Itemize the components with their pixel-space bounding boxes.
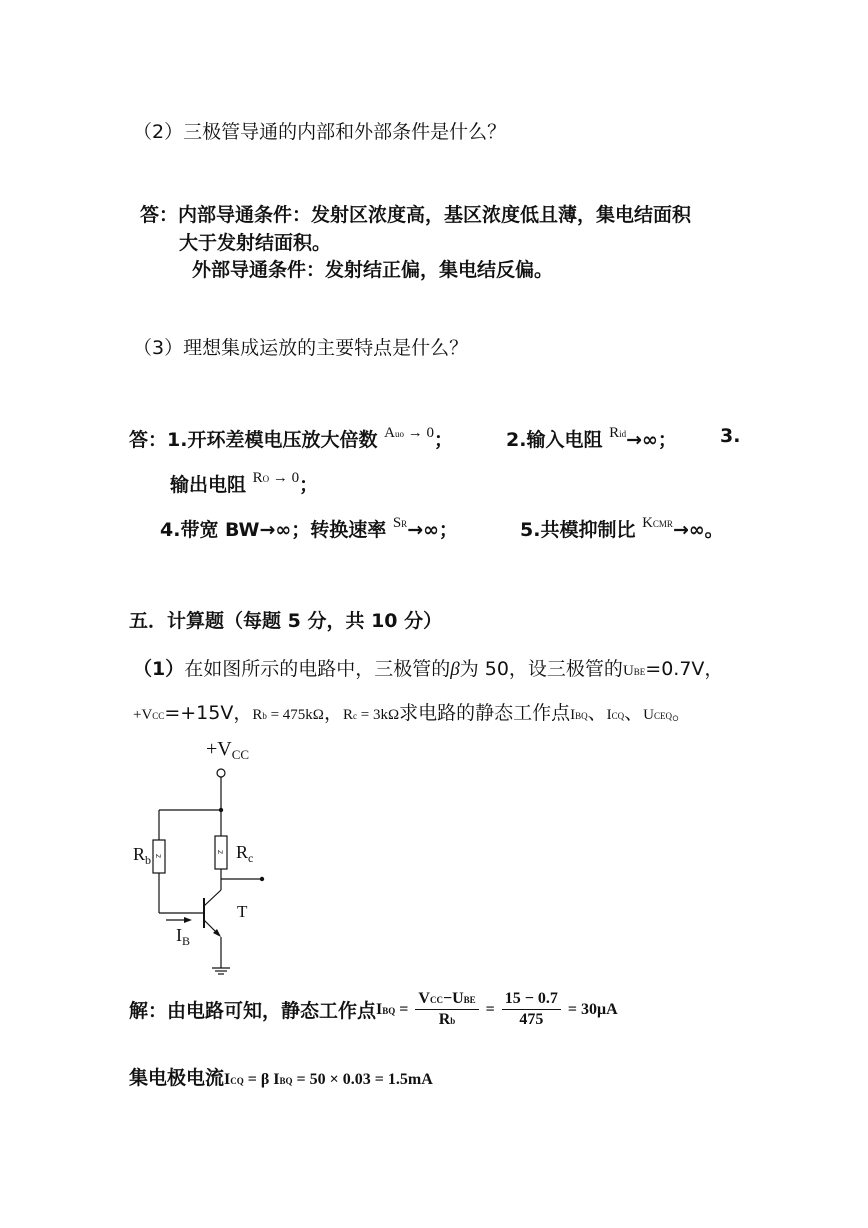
solution-line-2: 集电极电流ICQ = β IBQ = 50 × 0.03 = 1.5mA (129, 1067, 433, 1089)
item-1-math: Auo → 0 (384, 425, 434, 441)
question-2: （2）三极管导通的内部和外部条件是什么？ (133, 121, 507, 143)
answer-prefix: 答： (129, 429, 168, 451)
fraction-formula: $\frac{\text{VCC−UBE}}{Rb}$ (415, 990, 478, 1029)
item-1-end: ； (433, 429, 453, 451)
output-node (260, 877, 264, 881)
ib-label: $I_B$ (176, 925, 191, 948)
item-5-math: KCMR (642, 515, 673, 531)
ibq-result: = 30μA (567, 1000, 618, 1018)
transistor-label: T (237, 902, 248, 921)
answer-2-line-2: 大于发射结面积。 (179, 232, 332, 254)
answer-prefix: 答： (140, 204, 179, 226)
answer-2-line-1 (140, 200, 691, 227)
icq-formula: ICQ = β IBQ = 50 × 0.03 = 1.5mA (224, 1071, 433, 1088)
answer-3-item-3-number: 3. (720, 425, 741, 447)
solution-line-1: 解：由电路可知，静态工作点 IBQ = $\frac{\text{VCC−UBE}}{Rb}$ = $\frac{15 - 0.7}{475}$ = 30μA (129, 990, 618, 1028)
vcc-terminal (217, 769, 225, 777)
rc-label: $R_c$ (236, 842, 254, 865)
item-4-math: SR (392, 515, 408, 531)
svg-text:Z: Z (154, 853, 161, 859)
fraction-values: $\frac{15 - 0.7}{475}$ (502, 990, 561, 1029)
answer-3-item-4: 4.带宽 BW→∞；转换速率 $^{SR}$→∞； (160, 515, 458, 541)
circuit-diagram (120, 730, 290, 985)
answer-2-line-3: 外部导通条件：发射结正偏，集电结反偏。 (192, 259, 554, 281)
base-current-arrow (184, 917, 192, 923)
problem-1-line-2: +VCC=+15V，Rb = 475kΩ，Rc = 3kΩ求电路的静态工作点IBQ、ICQ、UCEQ。 (133, 702, 692, 724)
answer-text: 内部导通条件：发射区浓度高，基区浓度低且薄，集电结面积 (178, 204, 692, 226)
item-1-text: 1.开环差模电压放大倍数 (167, 429, 378, 451)
problem-number: （1） (133, 658, 185, 680)
answer-3-item-5: 5.共模抑制比 $^{KCMR}$→∞。 (520, 515, 724, 541)
svg-text:Z: Z (216, 849, 223, 855)
vcc-label: $+V_{CC}$ (206, 738, 250, 762)
answer-3-item-3: 输出电阻 $^{RO \to 0}$； (170, 470, 319, 496)
rb-label: $R_b$ (133, 844, 152, 867)
answer-3-item-2: 2.输入电阻 $^{Rid}$→∞； (506, 425, 677, 451)
item-2-math: Rid (609, 425, 627, 441)
question-3: （3）理想集成运放的主要特点是什么？ (133, 337, 469, 359)
ibq-symbol: IBQ (376, 1000, 396, 1018)
answer-3-line-1 (129, 425, 453, 452)
item-3-math: RO → 0 (252, 470, 300, 486)
section-5-heading: 五．计算题（每题 5 分，共 10 分） (129, 610, 443, 632)
problem-1-line-1: （1）在如图所示的电路中，三极管的β为 50，设三极管的UBE=0.7V， (133, 658, 724, 680)
